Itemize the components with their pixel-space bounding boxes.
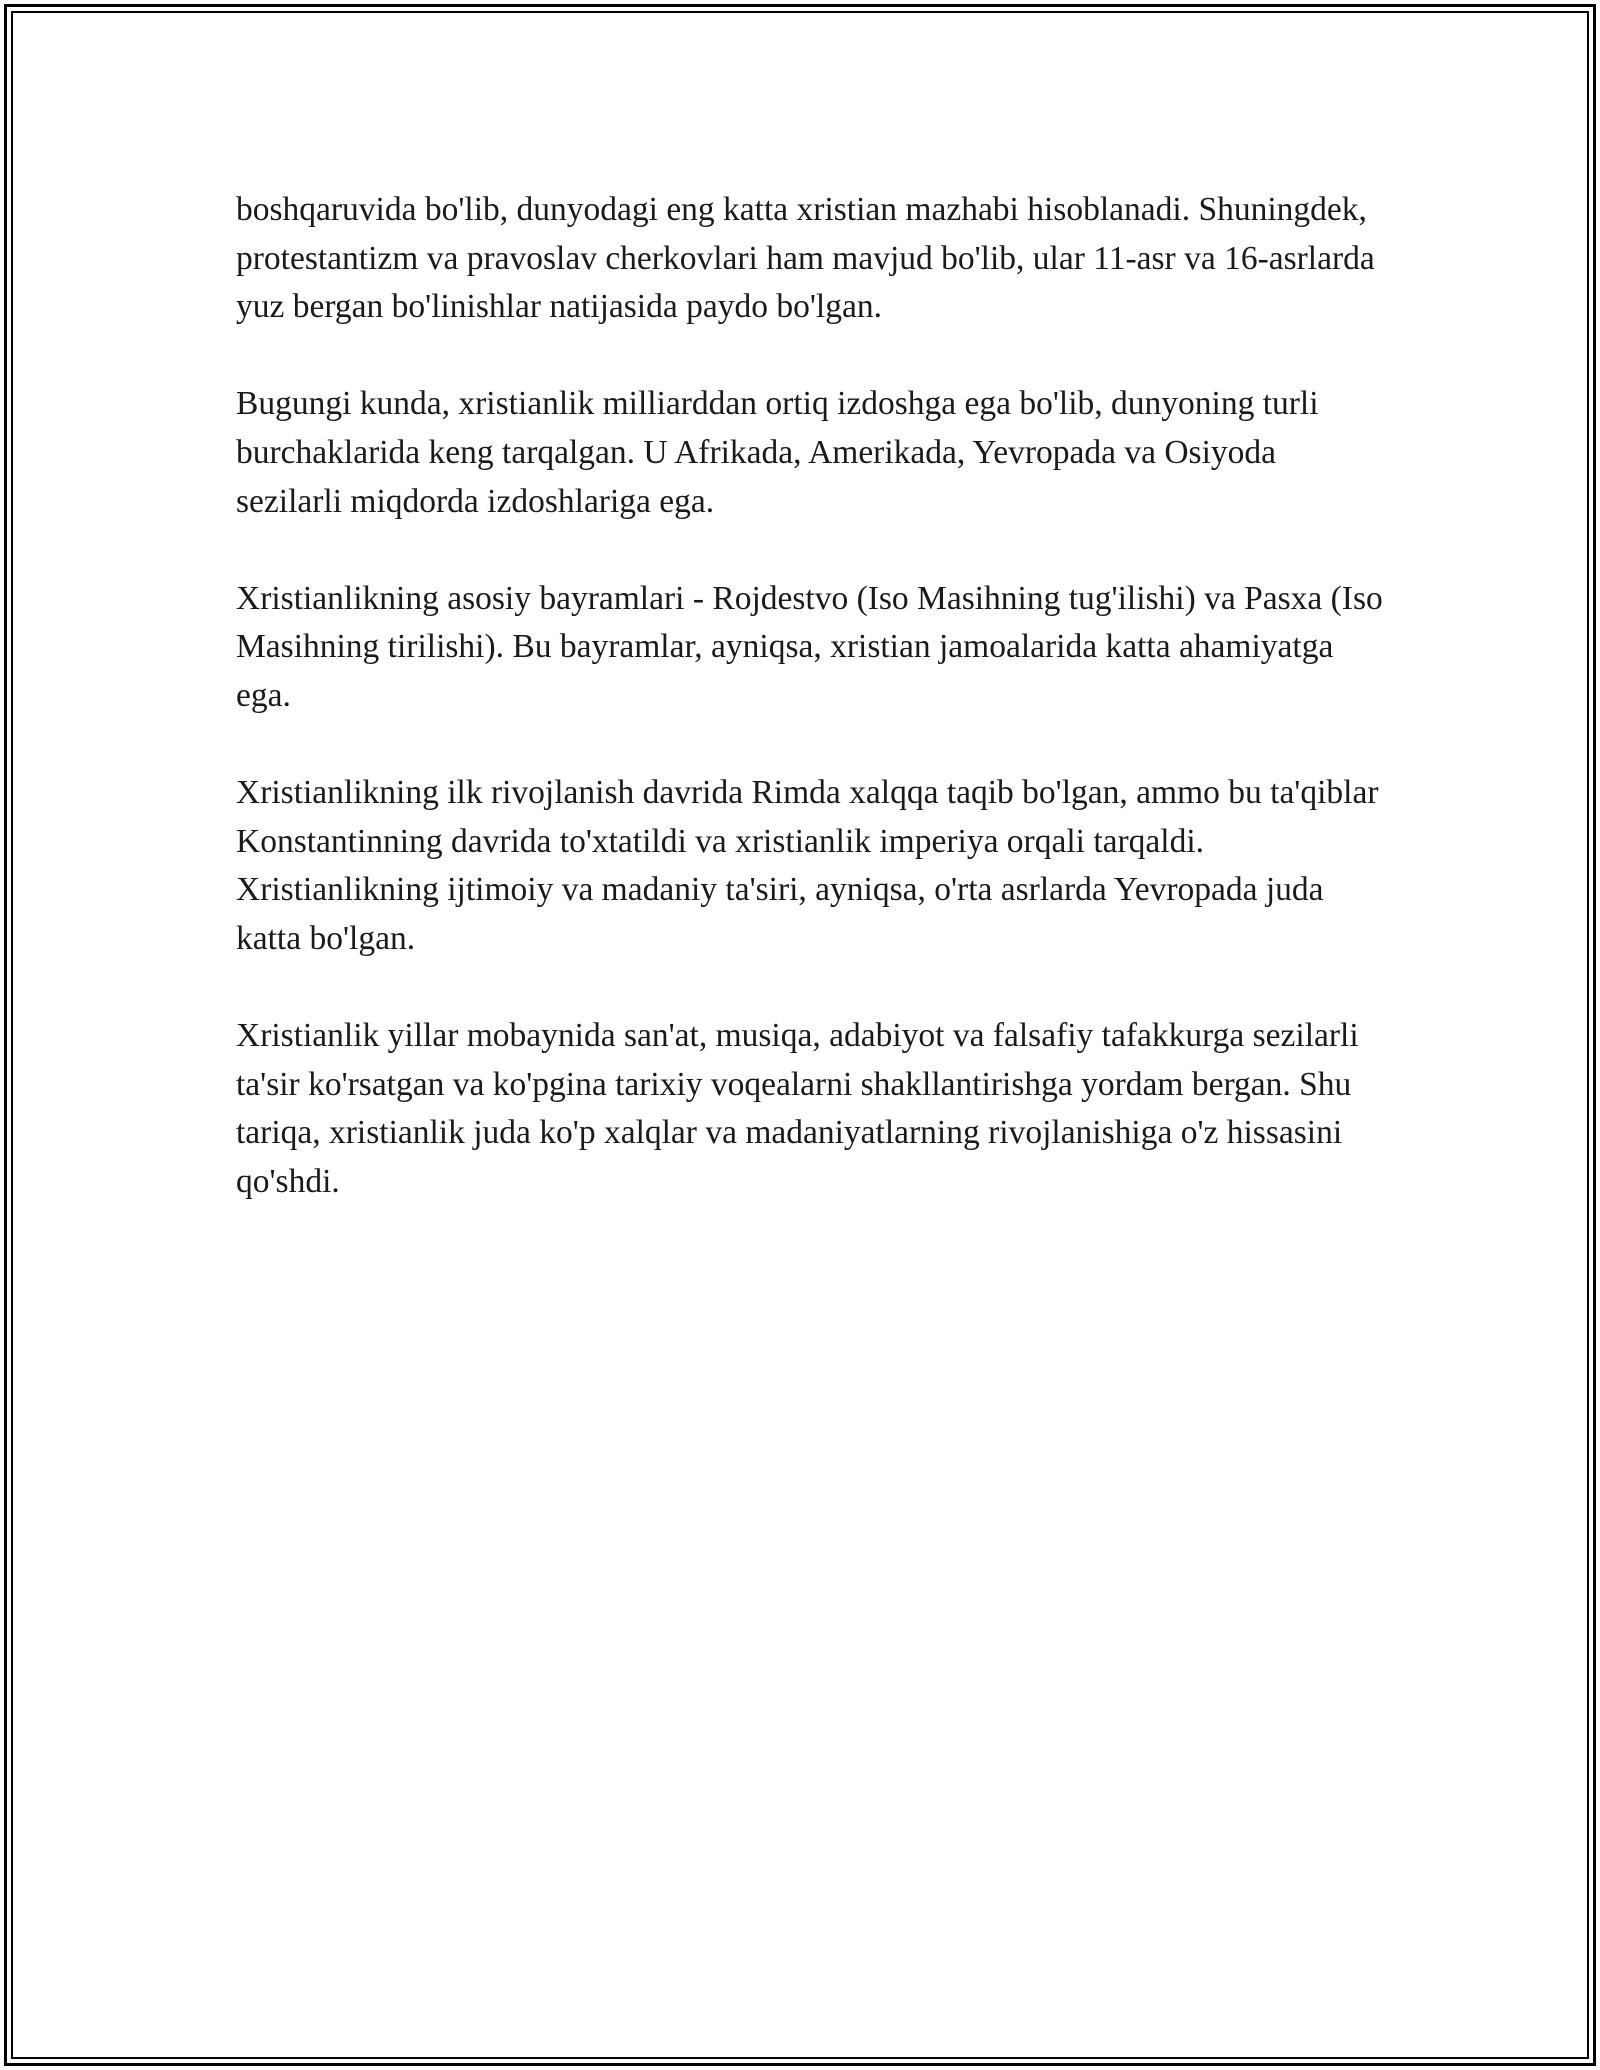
paragraph-3: Xristianlikning asosiy bayramlari - Rojdestvo (Iso Masihning tug'ilishi) va Pasxa (Iso Masihning tirilishi). Bu bayramlar, ayniqsa, xristian jamoalarida katta ahamiyatga ega. <box>236 579 1383 714</box>
paragraph-2: Bugungi kunda, xristianlik milliarddan ortiq izdoshga ega bo'lib, dunyoning turli burchaklarida keng tarqalgan. U Afrikada, Amerikada, Yevropada va Osiyoda sezilarli miqdorda izdoshlariga ega. <box>236 385 1319 520</box>
paragraph-1: boshqaruvida bo'lib, dunyodagi eng katta xristian mazhabi hisoblanadi. Shuningdek, protestantizm va pravoslav cherkovlari ham mavjud bo'lib, ular 11-asr va 16-asrlarda yuz bergan bo'linishlar natijasida paydo bo'lgan. <box>236 191 1375 326</box>
document-body <box>236 186 1386 1255</box>
paragraph-4: Xristianlikning ilk rivojlanish davrida Rimda xalqqa taqib bo'lgan, ammo bu ta'qiblar Konstantinning davrida to'xtatildi va xristianlik imperiya orqali tarqaldi. Xristianlikning ijtimoiy va madaniy ta'siri, ayniqsa, o'rta asrlarda Yevropada juda katta bo'lgan. <box>236 774 1379 957</box>
paragraph-5: Xristianlik yillar mobaynida san'at, musiqa, adabiyot va falsafiy tafakkurga sezilarli ta'sir ko'rsatgan va ko'pgina tarixiy voqealarni shakllantirishga yordam bergan. Shu tariqa, xristianlik juda ko'p xalqlar va madaniyatlarning rivojlanishiga o'z hissasini qo'shdi. <box>236 1017 1359 1200</box>
